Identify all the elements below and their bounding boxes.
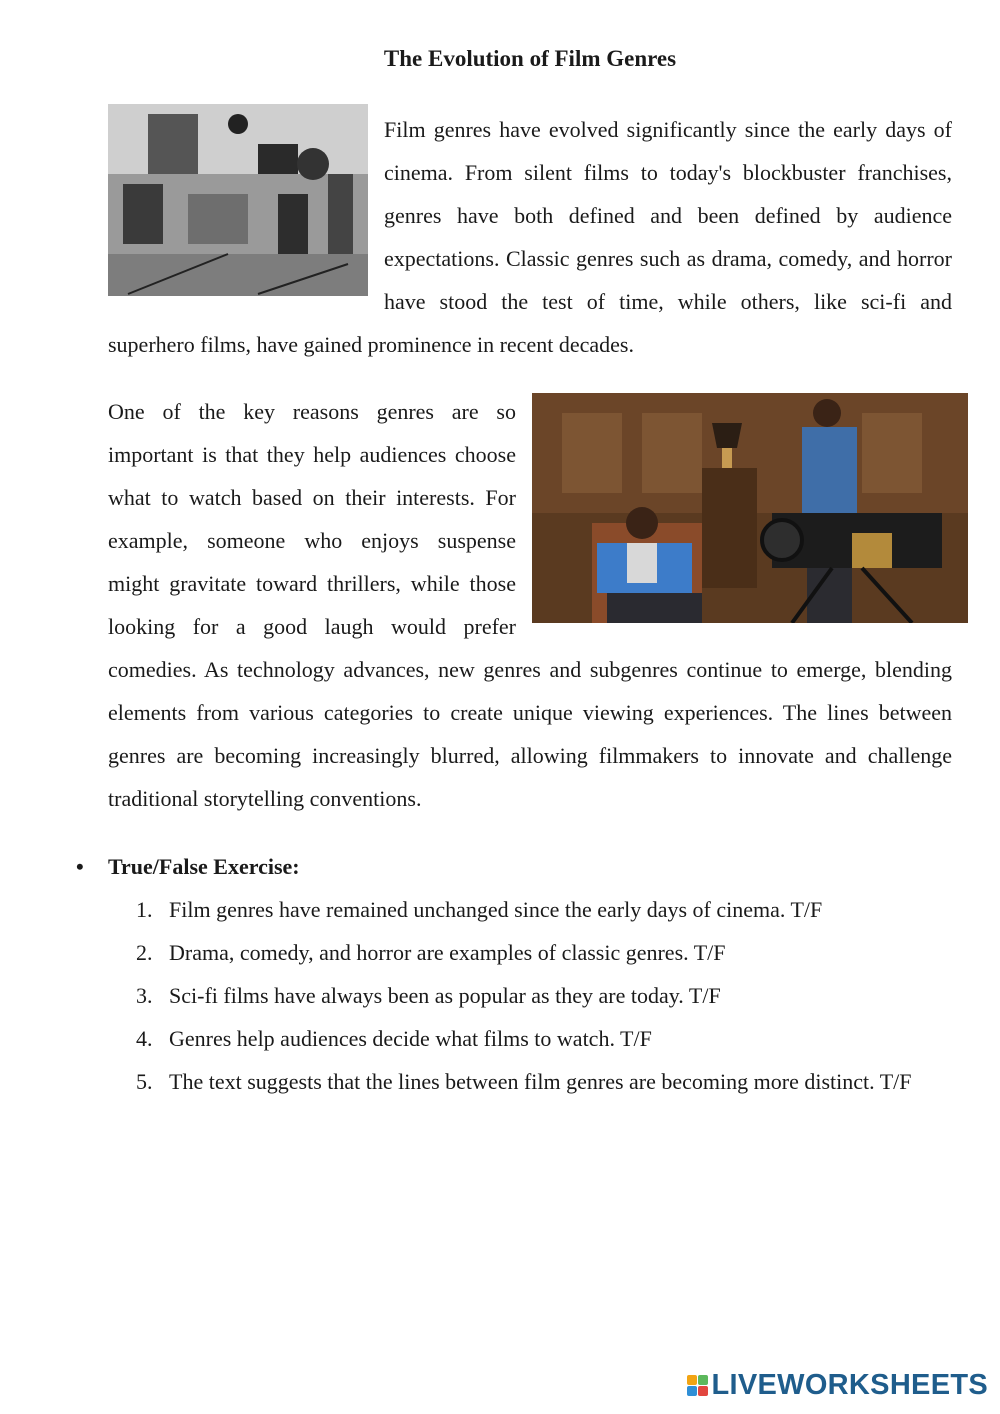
logo-square-icon	[698, 1386, 708, 1396]
modern-film-set-photo	[532, 393, 968, 623]
logo-square-icon	[698, 1375, 708, 1385]
logo-mark-icon	[687, 1375, 708, 1396]
exercise-item	[0, 931, 1000, 974]
exercise-item-text: Genres help audiences decide what films to watch. T/F	[169, 1026, 652, 1051]
exercise-list	[0, 888, 1000, 1103]
exercise-item-number: 4.	[136, 1026, 153, 1051]
exercise-item-number: 3.	[136, 983, 153, 1008]
true-false-exercise	[0, 845, 1000, 1103]
exercise-heading-text: True/False Exercise:	[108, 854, 300, 879]
page-title: The Evolution of Film Genres	[383, 46, 677, 71]
exercise-item-number: 2.	[136, 940, 153, 965]
exercise-item-text: Drama, comedy, and horror are examples of classic genres. T/F	[169, 940, 726, 965]
logo-text: LIVEWORKSHEETS	[711, 1369, 988, 1401]
paragraph-2	[108, 390, 952, 820]
exercise-item-number: 5.	[136, 1069, 153, 1094]
exercise-item	[0, 1017, 1000, 1060]
exercise-item	[0, 888, 1000, 931]
paragraph-1	[108, 108, 952, 366]
logo-square-icon	[687, 1375, 697, 1385]
exercise-heading	[0, 845, 1000, 888]
bullet-icon: •	[76, 854, 84, 879]
logo-square-icon	[687, 1386, 697, 1396]
exercise-item-number: 1.	[136, 897, 153, 922]
exercise-item-text: The text suggests that the lines between film genres are becoming more distinct. T/F	[169, 1069, 912, 1094]
exercise-item-text: Sci-fi films have always been as popular as they are today. T/F	[169, 983, 721, 1008]
exercise-item	[0, 1060, 1000, 1103]
paragraph-1-text: Film genres have evolved significantly since the early days of cinema. From silent films to today's blockbuster franchises, genres have both defined and been defined by audience expectations. Classic genres such as drama, comedy, and horror have stood the test of time, while others, like sci-fi and superhero films, have gained prominence in recent decades.	[108, 117, 952, 357]
exercise-item	[0, 974, 1000, 1017]
exercise-item-text: Film genres have remained unchanged since the early days of cinema. T/F	[169, 897, 823, 922]
vintage-film-set-photo	[108, 104, 368, 296]
paragraph-2-text: One of the key reasons genres are so important is that they help audiences choose what to watch based on their interests. For example, someone who enjoys suspense might gravitate toward thrillers, while those looking for a good laugh would prefer comedies. As technology advances, new genres and subgenres continue to emerge, blending elements from various categories to create unique viewing experiences. The lines between genres are becoming increasingly blurred, allowing filmmakers to innovate and challenge traditional storytelling conventions.	[108, 399, 952, 811]
liveworksheets-logo[interactable]	[687, 1369, 989, 1402]
